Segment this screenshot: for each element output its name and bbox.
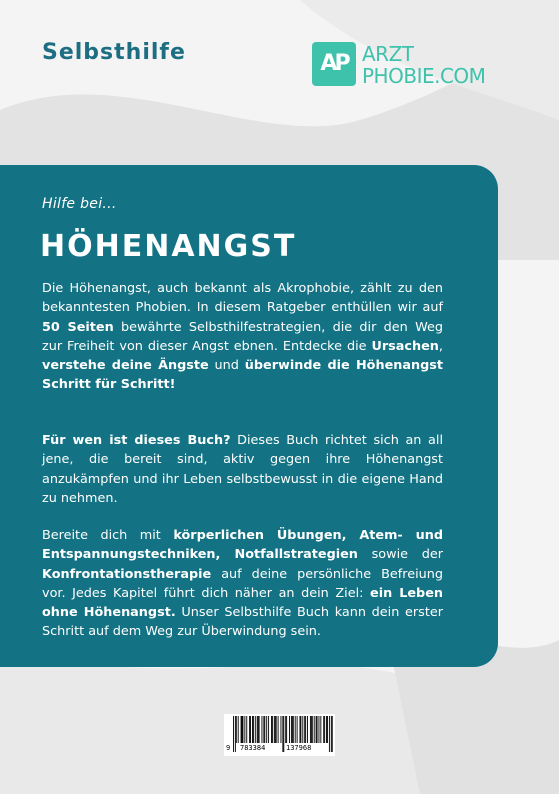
barcode-bar: [304, 716, 305, 743]
barcode-bar: [278, 716, 279, 743]
logo-line-2: PHOBIE.COM: [362, 64, 486, 88]
barcode-bar: [285, 716, 286, 743]
text-run: bewährte Selbsthilfestrategien, die dir den Weg zur Freiheit von dieser Angst ebnen. Entdecke die: [42, 319, 443, 354]
barcode-bar: [262, 716, 263, 743]
text-run: Bereite dich mit: [42, 528, 174, 543]
barcode-bar: [324, 716, 325, 743]
barcode-bar: [323, 716, 324, 743]
barcode-bar: [244, 716, 245, 743]
publisher-logo: [312, 42, 522, 88]
text-run: und: [208, 358, 245, 374]
barcode-bar: [300, 716, 301, 743]
barcode-bar: [250, 716, 251, 743]
barcode-bar: [238, 716, 239, 743]
barcode-bar: [235, 716, 236, 752]
text-run: ein Leben ohne Höhenangst.: [42, 585, 443, 621]
barcode-bar: [259, 716, 260, 743]
barcode-bar: [246, 716, 247, 743]
barcode-bar: [275, 716, 276, 743]
barcode-bar: [314, 716, 315, 743]
barcode-bar: [268, 716, 269, 743]
paragraph-intro: [42, 279, 443, 395]
barcode-bar: [271, 716, 272, 743]
logo-wordmark: [362, 44, 485, 86]
barcode-bar: [276, 716, 277, 743]
barcode-bar: [320, 716, 321, 743]
paragraph-audience: [42, 431, 443, 508]
barcode-bar: [289, 716, 290, 743]
barcode-bar: [283, 716, 284, 752]
logo-initials: AP: [320, 51, 348, 76]
barcode-bar: [297, 716, 298, 743]
text-run: Unser Selbsthilfe Buch kann dein erster Schritt auf dem Weg zur Überwindung sein.: [42, 605, 443, 640]
barcode-bar: [300, 716, 301, 743]
text-run: überwinde die Höhenangst Schritt für Schritt!: [42, 358, 443, 393]
barcode-bar: [332, 716, 333, 752]
series-label: Selbsthilfe: [42, 40, 186, 65]
barcode-bar: [302, 716, 303, 743]
barcode-bar: [233, 716, 234, 752]
barcode-bar: [253, 716, 254, 743]
barcode-bar: [319, 716, 320, 743]
barcode-bar: [312, 716, 313, 743]
barcode-bar: [263, 716, 264, 743]
text-run: körperlichen Übungen, Atem- und Entspannungstechniken, Notfallstrategien: [42, 528, 443, 563]
text-run: Dieses Buch richtet sich an all jene, die bereit sind, aktiv gegen ihre Höhenangst anzukämpfen und ihr Leben selbstbewusst in die eigene Hand zu nehmen.: [42, 433, 444, 506]
barcode-bar: [274, 716, 275, 743]
barcode-bar: [307, 716, 308, 743]
barcode-bar: [252, 716, 253, 743]
text-run: Für wen ist dieses Buch?: [42, 433, 231, 448]
barcode-bar: [236, 716, 237, 743]
barcode-bar: [293, 716, 294, 743]
text-run: 50 Seiten: [42, 319, 114, 335]
barcode-bar: [295, 716, 296, 743]
logo-mark: [312, 42, 356, 86]
barcode-bar: [272, 716, 273, 743]
barcode-bar: [327, 716, 328, 743]
text-run: ,: [438, 338, 443, 354]
barcode-bar: [255, 716, 256, 743]
barcode-bar: [316, 716, 317, 743]
barcode-bar: [241, 716, 242, 743]
kicker-text: Hilfe bei...: [42, 196, 117, 212]
barcode-group-1: 783384: [240, 744, 266, 752]
barcode-bar: [329, 716, 330, 752]
text-run: Ursachen: [371, 338, 439, 354]
barcode-bar: [305, 716, 306, 743]
text-run: Die Höhenangst, auch bekannt als Akrophobie, zählt zu den bekanntesten Phobien. In diesem Ratgeber enthüllen wir auf: [42, 281, 443, 316]
text-run: auf deine persönliche Befreiung vor. Jedes Kapitel führt dich näher an dein Ziel:: [42, 566, 443, 601]
text-run: verstehe deine Ängste: [42, 358, 209, 374]
text-run: sowie der: [357, 547, 443, 563]
book-title: HÖHENANGST: [40, 229, 297, 264]
barcode-bar: [266, 716, 267, 743]
barcode-bar: [281, 716, 282, 743]
barcode-bar: [257, 716, 258, 743]
barcode-prefix: 9: [226, 744, 231, 752]
text-run: Konfrontationstherapie: [42, 566, 212, 582]
barcode-bar: [292, 716, 293, 743]
barcode-bar: [311, 716, 312, 743]
barcode-bar: [242, 716, 243, 743]
barcode-bar: [326, 716, 327, 743]
barcode-group-2: 137968: [286, 744, 312, 752]
barcode-bar: [249, 716, 250, 743]
logo-line-1: ARZT: [362, 42, 414, 66]
barcode-bar: [291, 716, 292, 743]
barcode-bar: [282, 716, 283, 752]
barcode-bar: [310, 716, 311, 743]
barcode-bar: [331, 716, 332, 752]
isbn-barcode: [224, 714, 335, 756]
paragraph-contents: [42, 526, 443, 642]
barcode-bar: [317, 716, 318, 743]
barcode-bar: [258, 716, 259, 743]
barcode-bar: [286, 716, 287, 743]
barcode-bar: [264, 716, 265, 743]
barcode-bar: [243, 716, 244, 743]
